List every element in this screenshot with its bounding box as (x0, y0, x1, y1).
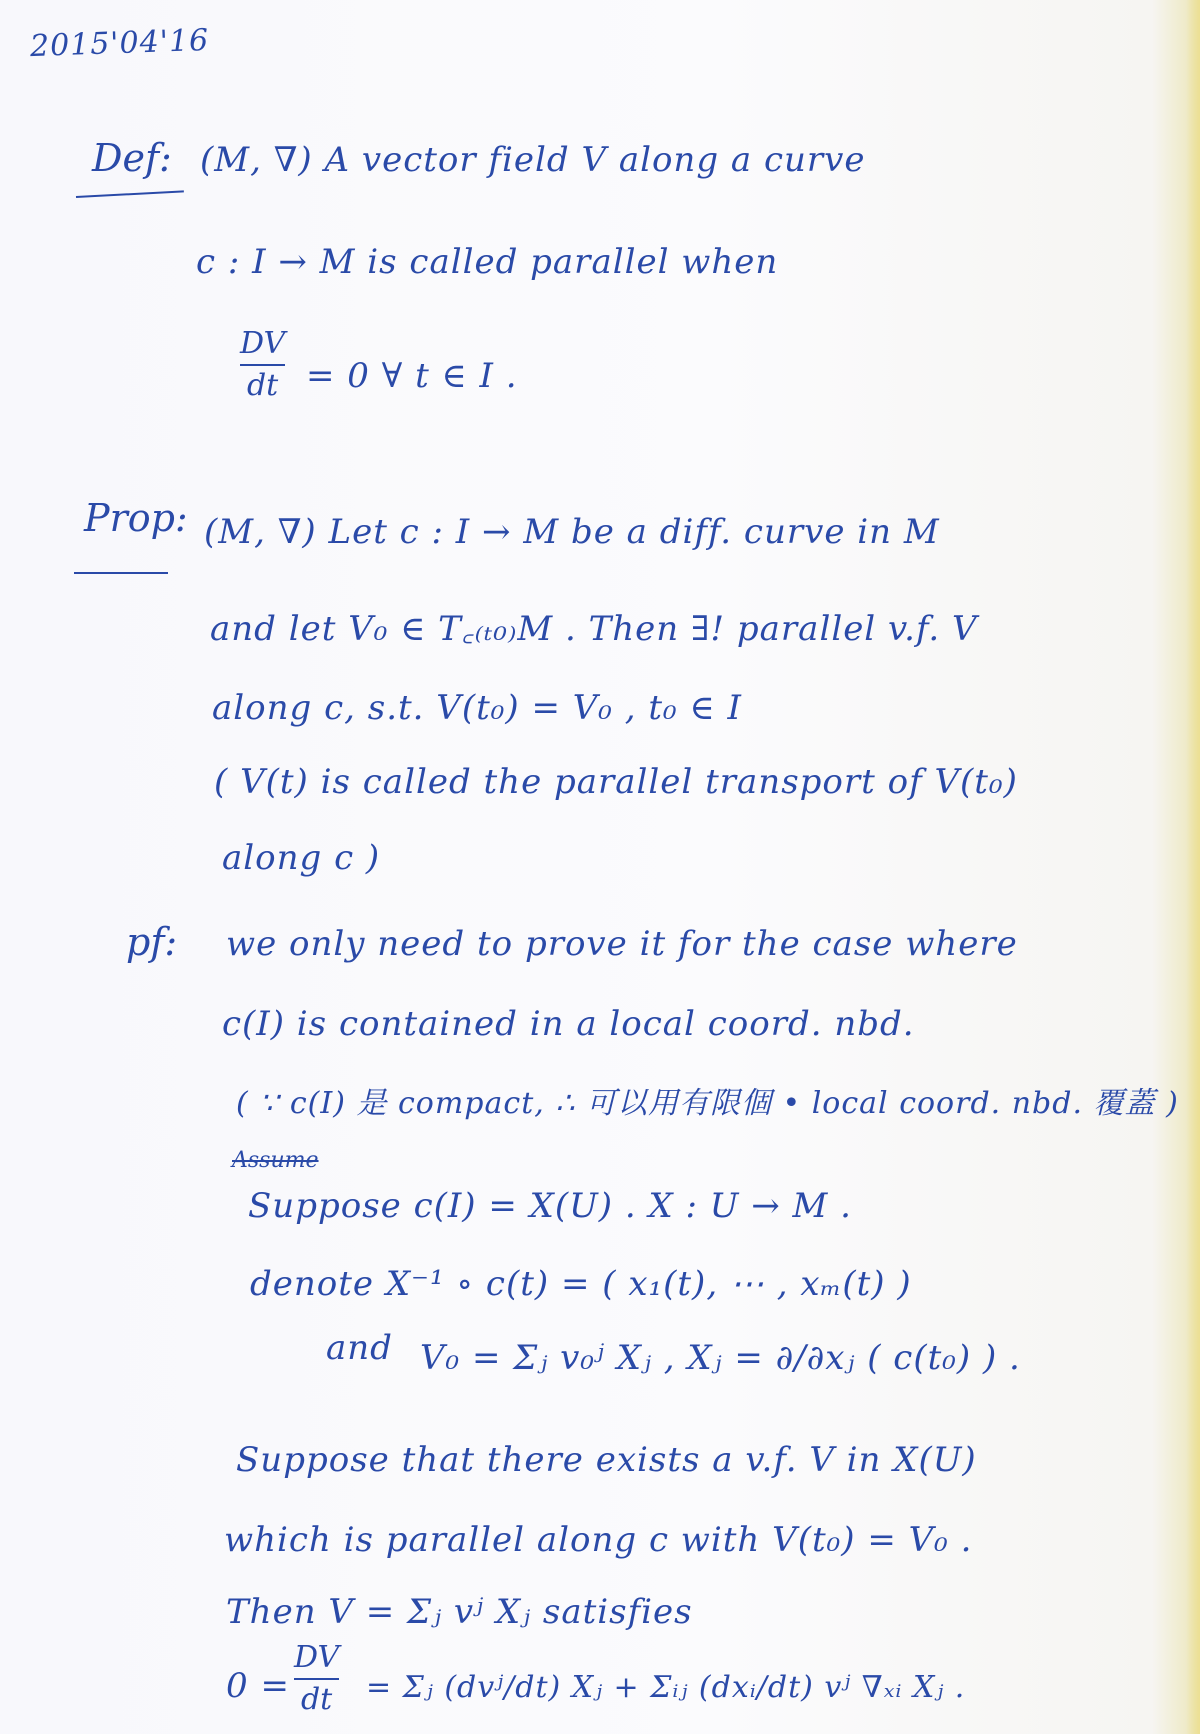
proof-label: pf: (126, 920, 178, 964)
proof-suppose-2: Suppose that there exists a v.f. V in X(U) (236, 1440, 977, 1480)
proposition-line-4: ( V(t) is called the parallel transport of V(t₀) (214, 762, 1018, 802)
proof-and-label: and (326, 1328, 393, 1368)
proof-then: Then V = Σⱼ vʲ Xⱼ satisfies (226, 1592, 693, 1632)
definition-underline (76, 190, 184, 198)
definition-fraction-numerator: DV (240, 326, 286, 361)
proposition-label: Prop: (84, 496, 188, 540)
proposition-underline (74, 572, 168, 574)
page-edge-tint (1186, 0, 1200, 1734)
final-equation-fraction (294, 1640, 339, 1718)
date-stamp: 2015'04'16 (29, 22, 210, 65)
proof-suppose-1: Suppose c(I) = X(U) . X : U → M . (248, 1186, 852, 1226)
fraction-bar (240, 364, 285, 366)
definition-label: Def: (92, 136, 172, 180)
definition-fraction-denominator: dt (246, 368, 279, 403)
proposition-line-1: (M, ∇) Let c : I → M be a diff. curve in M (204, 512, 940, 552)
definition-line-1: (M, ∇) A vector field V along a curve (200, 140, 866, 180)
proof-which: which is parallel along c with V(t₀) = V₀ . (224, 1520, 973, 1560)
final-equation-lhs: 0 = (226, 1666, 290, 1706)
crossed-out-word: Assume (232, 1148, 319, 1173)
proposition-line-5: along c ) (222, 838, 381, 878)
definition-line-2: c : I → M is called parallel when (196, 242, 779, 282)
proof-v0-expression: V₀ = Σⱼ v₀ʲ Xⱼ , Xⱼ = ∂/∂xⱼ ( c(t₀) ) . (420, 1338, 1021, 1378)
final-fraction-numerator: DV (294, 1640, 340, 1675)
proposition-line-3: along c, s.t. V(t₀) = V₀ , t₀ ∈ I (212, 688, 742, 728)
final-fraction-denominator: dt (300, 1682, 333, 1717)
proof-line-2: c(I) is contained in a local coord. nbd. (222, 1004, 915, 1044)
proof-line-1: we only need to prove it for the case where (226, 924, 1018, 964)
proposition-line-2: and let V₀ ∈ T꜀₍ₜ₀₎M . Then ∃! parallel v.f. V (210, 609, 978, 649)
fraction-bar (294, 1678, 339, 1680)
definition-fraction (240, 326, 285, 404)
final-equation-rhs: = Σⱼ (dvʲ/dt) Xⱼ + Σᵢⱼ (dxᵢ/dt) vʲ ∇ₓᵢ Xⱼ . (366, 1670, 966, 1705)
proof-line-3: ( ∵ c(I) 是 compact, ∴ 可以用有限個 • local coord. nbd. 覆蓋 ) (236, 1086, 1179, 1121)
proof-denote: denote X⁻¹ ∘ c(t) = ( x₁(t), ⋯ , xₘ(t) ) (250, 1264, 912, 1304)
definition-condition: = 0 ∀ t ∈ I . (306, 356, 518, 396)
